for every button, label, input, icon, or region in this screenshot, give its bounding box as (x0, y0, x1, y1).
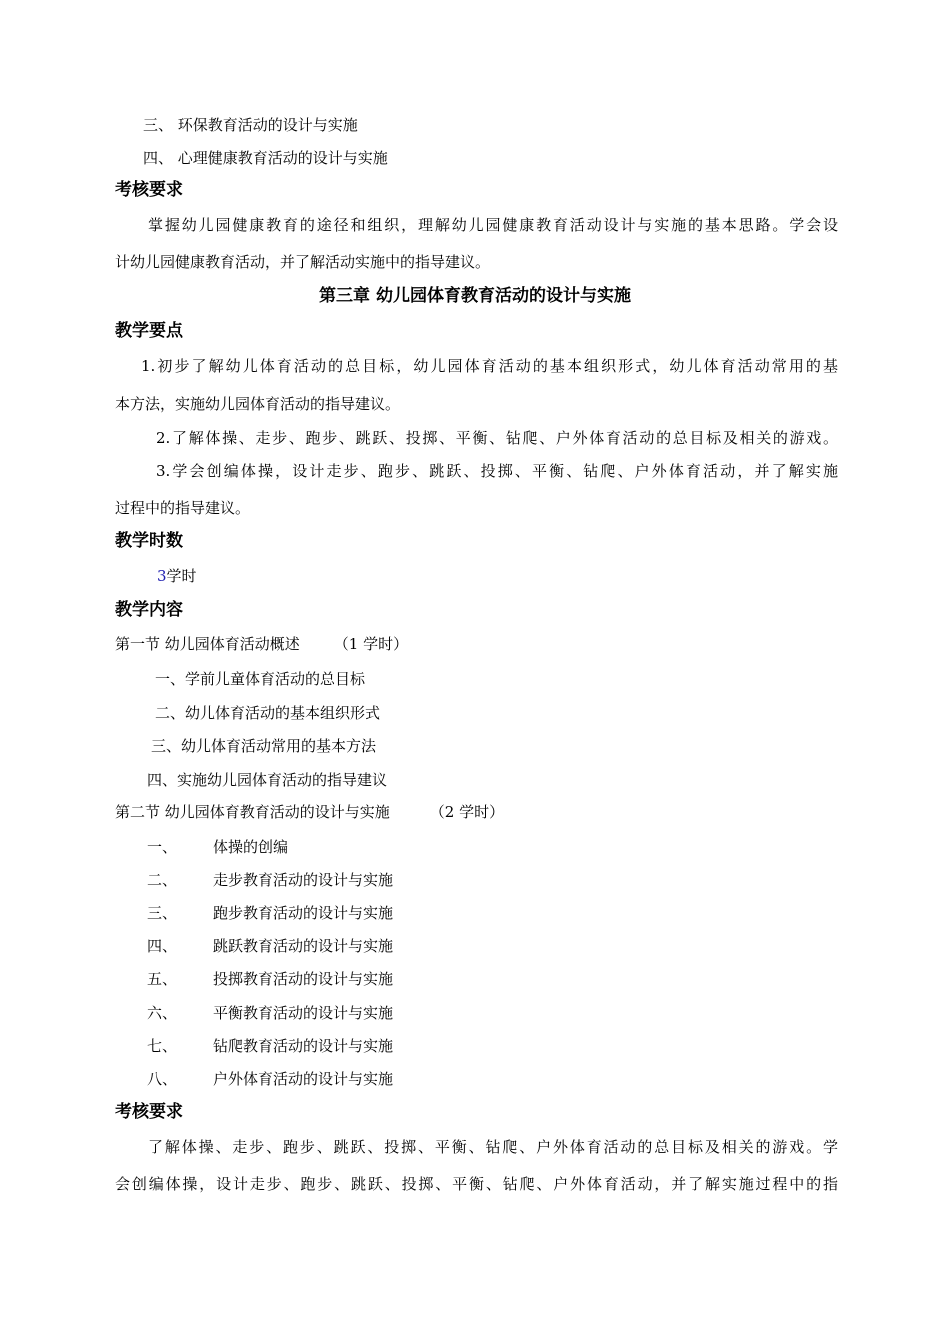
hours-value: 3 (157, 567, 167, 585)
list-item: 四、实施幼儿园体育活动的指导建议 (147, 771, 388, 789)
paragraph-line: 2.了解体操、走步、跑步、跳跃、投掷、平衡、钻爬、户外体育活动的总目标及相关的游戏。 (156, 429, 838, 447)
section-title (115, 802, 504, 822)
list-item-number: 四、 (147, 937, 178, 955)
list-item-number: 二、 (147, 871, 178, 889)
section-title (115, 634, 408, 654)
list-item-text: 钻爬教育活动的设计与实施 (213, 1037, 394, 1055)
list-item-number: 五、 (147, 970, 178, 988)
list-item-text: 户外体育活动的设计与实施 (213, 1070, 394, 1088)
list-item-number: 六、 (147, 1004, 178, 1022)
section-name: 第一节 幼儿园体育活动概述 (115, 635, 300, 653)
hours-line (157, 566, 197, 586)
paragraph-line: 掌握幼儿园健康教育的途径和组织，理解幼儿园健康教育活动设计与实施的基本思路。学会设 (148, 216, 838, 234)
paragraph-line: 3.学会创编体操，设计走步、跑步、跳跃、投掷、平衡、钻爬、户外体育活动，并了解实施 (156, 462, 838, 480)
list-item: 三、幼儿体育活动常用的基本方法 (151, 737, 377, 755)
list-item-text: 跳跃教育活动的设计与实施 (213, 937, 394, 955)
paragraph-line: 本方法，实施幼儿园体育活动的指导建议。 (115, 395, 401, 413)
list-item (147, 936, 393, 956)
list-item (147, 903, 393, 923)
section-heading: 教学时数 (115, 531, 183, 551)
section-heading: 考核要求 (115, 1102, 183, 1122)
list-item-text: 平衡教育活动的设计与实施 (213, 1004, 394, 1022)
paragraph-line: 1.初步了解幼儿体育活动的总目标，幼儿园体育活动的基本组织形式，幼儿体育活动常用的基 (141, 357, 838, 375)
list-item-number: 八、 (147, 1070, 178, 1088)
list-item-number: 一、 (147, 838, 178, 856)
paragraph-line: 了解体操、走步、跑步、跳跃、投掷、平衡、钻爬、户外体育活动的总目标及相关的游戏。学 (148, 1138, 838, 1156)
list-item (147, 1036, 393, 1056)
list-item: 一、学前儿童体育活动的总目标 (155, 670, 366, 688)
section-hours: （1 学时） (333, 635, 409, 653)
section-heading: 考核要求 (115, 180, 183, 200)
list-item-text: 投掷教育活动的设计与实施 (213, 970, 394, 988)
section-heading: 教学要点 (115, 321, 183, 341)
list-item (147, 870, 393, 890)
list-item: 二、幼儿体育活动的基本组织形式 (155, 704, 381, 722)
list-item-text: 走步教育活动的设计与实施 (213, 871, 394, 889)
paragraph-line: 计幼儿园健康教育活动，并了解活动实施中的指导建议。 (115, 253, 491, 271)
section-name: 第二节 幼儿园体育教育活动的设计与实施 (115, 803, 390, 821)
chapter-title: 第三章 幼儿园体育教育活动的设计与实施 (319, 286, 631, 306)
section-hours: （2 学时） (429, 803, 505, 821)
list-item: 四、 心理健康教育活动的设计与实施 (143, 149, 388, 167)
list-item (147, 1069, 393, 1089)
list-item-text: 跑步教育活动的设计与实施 (213, 904, 394, 922)
list-item-number: 七、 (147, 1037, 178, 1055)
list-item (147, 837, 288, 857)
list-item-text: 体操的创编 (213, 838, 289, 856)
paragraph-line: 过程中的指导建议。 (115, 499, 251, 517)
list-item (147, 1003, 393, 1023)
list-item: 三、 环保教育活动的设计与实施 (143, 116, 358, 134)
section-heading: 教学内容 (115, 600, 183, 620)
list-item-number: 三、 (147, 904, 178, 922)
list-item (147, 969, 393, 989)
paragraph-line: 会创编体操，设计走步、跑步、跳跃、投掷、平衡、钻爬、户外体育活动，并了解实施过程中的指 (115, 1175, 838, 1193)
hours-unit: 学时 (166, 567, 197, 585)
